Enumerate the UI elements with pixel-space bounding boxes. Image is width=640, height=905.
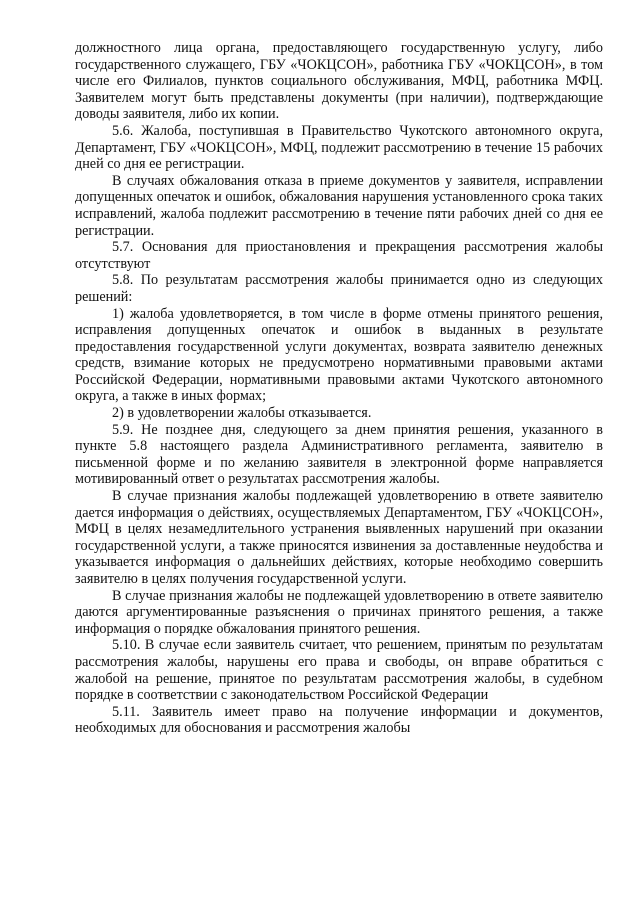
paragraph-5-11: 5.11. Заявитель имеет право на получение информации и документов, необходимых для обоснования и рассмотрения жалобы: [75, 703, 603, 737]
paragraph-5-9: 5.9. Не позднее дня, следующего за днем принятия решения, указанного в пункте 5.8 настоящего раздела Административного регламента, заявителю в письменной форме и по желанию заявителя в электронной форме направляется мотивированный ответ о результатах рассмотрения жалобы.: [75, 421, 603, 488]
paragraph-5-9-satisfied: В случае признания жалобы подлежащей удовлетворению в ответе заявителю дается информация о действиях, осуществляемых Департаментом, ГБУ «ЧОКЦСОН», МФЦ в целях незамедлительного устранения выявленных нарушений при оказании государственной услуги, а также приносятся извинения за доставленные неудобства и указывается информация о дальнейших действиях, которые необходимо совершить заявителю в целях получения государственной услуги.: [75, 488, 603, 587]
paragraph-5-7: 5.7. Основания для приостановления и прекращения рассмотрения жалобы отсутствуют: [75, 239, 603, 272]
paragraph-continuation: должностного лица органа, предоставляющего государственную услугу, либо государственного служащего, ГБУ «ЧОКЦСОН», работника ГБУ «ЧОКЦСОН», в том числе его Филиалов, пунктов социального обслуживания, МФЦ, работника МФЦ. Заявителем могут быть представлены документы (при наличии), подтверждающие доводы заявителя, либо их копии.: [75, 40, 603, 123]
paragraph-5-9-not-satisfied: В случае признания жалобы не подлежащей удовлетворению в ответе заявителю даются аргументированные разъяснения о причинах принятого решения, а также информация о порядке обжалования принятого решения.: [75, 587, 603, 637]
paragraph-5-8-item-2: 2) в удовлетворении жалобы отказывается.: [112, 405, 372, 422]
paragraph-5-10: 5.10. В случае если заявитель считает, что решением, принятым по результатам рассмотрения жалобы, нарушены его права и свободы, он вправе обратиться с жалобой на решение, принятое по результатам рассмотрения жалобы, в судебном порядке в соответствии с законодательством Российской Федерации: [75, 637, 603, 704]
paragraph-5-6: 5.6. Жалоба, поступившая в Правительство Чукотского автономного округа, Департамент, ГБУ «ЧОКЦСОН», МФЦ, подлежит рассмотрению в течение 15 рабочих дней со дня ее регистрации.: [75, 122, 603, 173]
document-page: [75, 40, 603, 737]
paragraph-5-8: 5.8. По результатам рассмотрения жалобы принимается одно из следующих решений:: [75, 272, 603, 305]
paragraph-5-8-item-1: 1) жалоба удовлетворяется, в том числе в форме отмены принятого решения, исправления допущенных опечаток и ошибок в выданных в результате предоставления государственной услуги документах, возврата заявителю денежных средств, взимание которых не предусмотрено нормативными правовыми актами Российской Федерации, нормативными правовыми актами Чукотского автономного округа, а также в иных формах;: [75, 305, 603, 405]
paragraph-5-6-correction-appeal: В случаях обжалования отказа в приеме документов у заявителя, исправлении допущенных опечаток и ошибок, обжалования нарушения установленного срока таких исправлений, жалоба подлежит рассмотрению в течение пяти рабочих дней со дня ее регистрации.: [75, 172, 603, 239]
